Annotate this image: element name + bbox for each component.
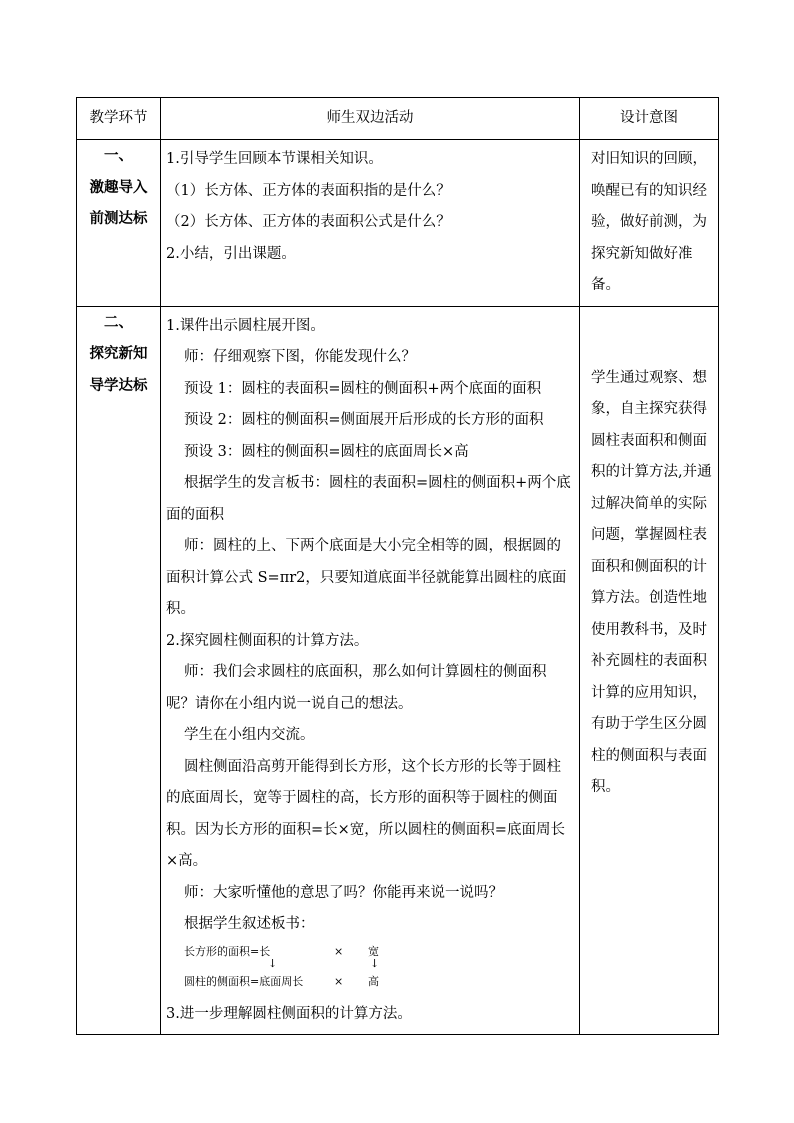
intent-text: 学生通过观察、想象，自主探究获得圆柱表面积和侧面积的计算方法,并通过解决简单的实际问题，掌握圆柱表面积和侧面积的计算方法。创造性地使用教科书，及时补充圆柱的表面积计算的应用知识，有助于学生区分圆柱的侧面积与表面积。 xyxy=(591,369,712,795)
arrow-down-icon: ↓ xyxy=(268,956,278,970)
activity-line: 预设 2：圆柱的侧面积=侧面展开后形成的长方形的面积 xyxy=(184,412,544,428)
lesson-plan-table xyxy=(76,97,719,1035)
stage-title: 激趣导入 xyxy=(89,178,148,196)
activity-line: 圆柱侧面沿高剪开能得到长方形，这个长方形的长等于圆柱的底面周长，宽等于圆柱的高，长方形的面积等于圆柱的侧面积。因为长方形的面积=长×宽，所以圆柱的侧面积=底面周长×高。 xyxy=(166,758,565,869)
activity-line: 1.引导学生回顾本节课相关知识。 xyxy=(166,151,383,167)
intent-cell xyxy=(580,306,719,1035)
table-row xyxy=(77,306,719,1035)
activity-line: 2.小结，引出课题。 xyxy=(166,245,296,262)
stage-goal: 导学达标 xyxy=(89,376,148,394)
stage-number: 二、 xyxy=(104,313,133,331)
activity-line: 2.探究圆柱侧面积的计算方法。 xyxy=(166,632,369,649)
activity-line: 1.课件出示圆柱展开图。 xyxy=(166,317,325,334)
stage-cell xyxy=(77,140,161,307)
activity-line: 预设 1：圆柱的表面积=圆柱的侧面积+两个底面的面积 xyxy=(184,380,542,397)
activity-line: 师：圆柱的上、下两个底面是大小完全相等的圆，根据圆的面积计算公式 S=πr2，只要知道底面半径就能算出圆柱的底面积。 xyxy=(166,538,567,617)
activity-line: 师：仔细观察下图，你能发现什么？ xyxy=(184,349,416,365)
diagram-times-bottom: × xyxy=(334,974,344,988)
diagram-rect-area: 长方形的面积=长 xyxy=(184,944,271,958)
diagram-height: 高 xyxy=(368,974,379,988)
activities-cell xyxy=(161,140,580,307)
stage-title: 探究新知 xyxy=(89,345,148,362)
diagram-times-top: × xyxy=(334,944,344,958)
activity-line: 根据学生叙述板书： xyxy=(184,916,315,932)
header-activities: 师生双边活动 xyxy=(161,98,580,140)
header-stage: 教学环节 xyxy=(77,98,161,140)
diagram-width: 宽 xyxy=(368,944,379,958)
activity-line: 学生在小组内交流。 xyxy=(184,727,315,743)
header-row xyxy=(77,98,719,140)
activity-line: 预设 3：圆柱的侧面积=圆柱的底面周长×高 xyxy=(184,443,469,460)
header-intent: 设计意图 xyxy=(580,98,719,140)
stage-cell xyxy=(77,306,161,1035)
activity-line: 3.进一步理解圆柱侧面积的计算方法。 xyxy=(166,1005,412,1022)
activity-line: （2）长方体、正方体的表面积公式是什么？ xyxy=(166,214,451,230)
arrow-down-icon: ↓ xyxy=(370,956,380,970)
activity-line: 根据学生的发言板书：圆柱的表面积=圆柱的侧面积+两个底面的面积 xyxy=(166,475,571,523)
table-row xyxy=(77,140,719,307)
activity-line: 师：我们会求圆柱的底面积，那么如何计算圆柱的侧面积呢？请你在小组内说一说自己的想法。 xyxy=(166,664,547,712)
stage-number: 一、 xyxy=(104,147,133,164)
activity-line: 师：大家听懂他的意思了吗？你能再来说一说吗？ xyxy=(184,884,503,901)
activities-cell xyxy=(161,306,580,1035)
activity-line: （1）长方体、正方体的表面积指的是什么？ xyxy=(166,182,451,199)
diagram-lateral-area: 圆柱的侧面积=底面周长 xyxy=(184,974,304,988)
stage-goal: 前测达标 xyxy=(89,210,148,227)
formula-diagram xyxy=(184,943,573,997)
intent-cell: 对旧知识的回顾，唤醒已有的知识经验，做好前测，为探究新知做好准备。 xyxy=(580,140,719,307)
